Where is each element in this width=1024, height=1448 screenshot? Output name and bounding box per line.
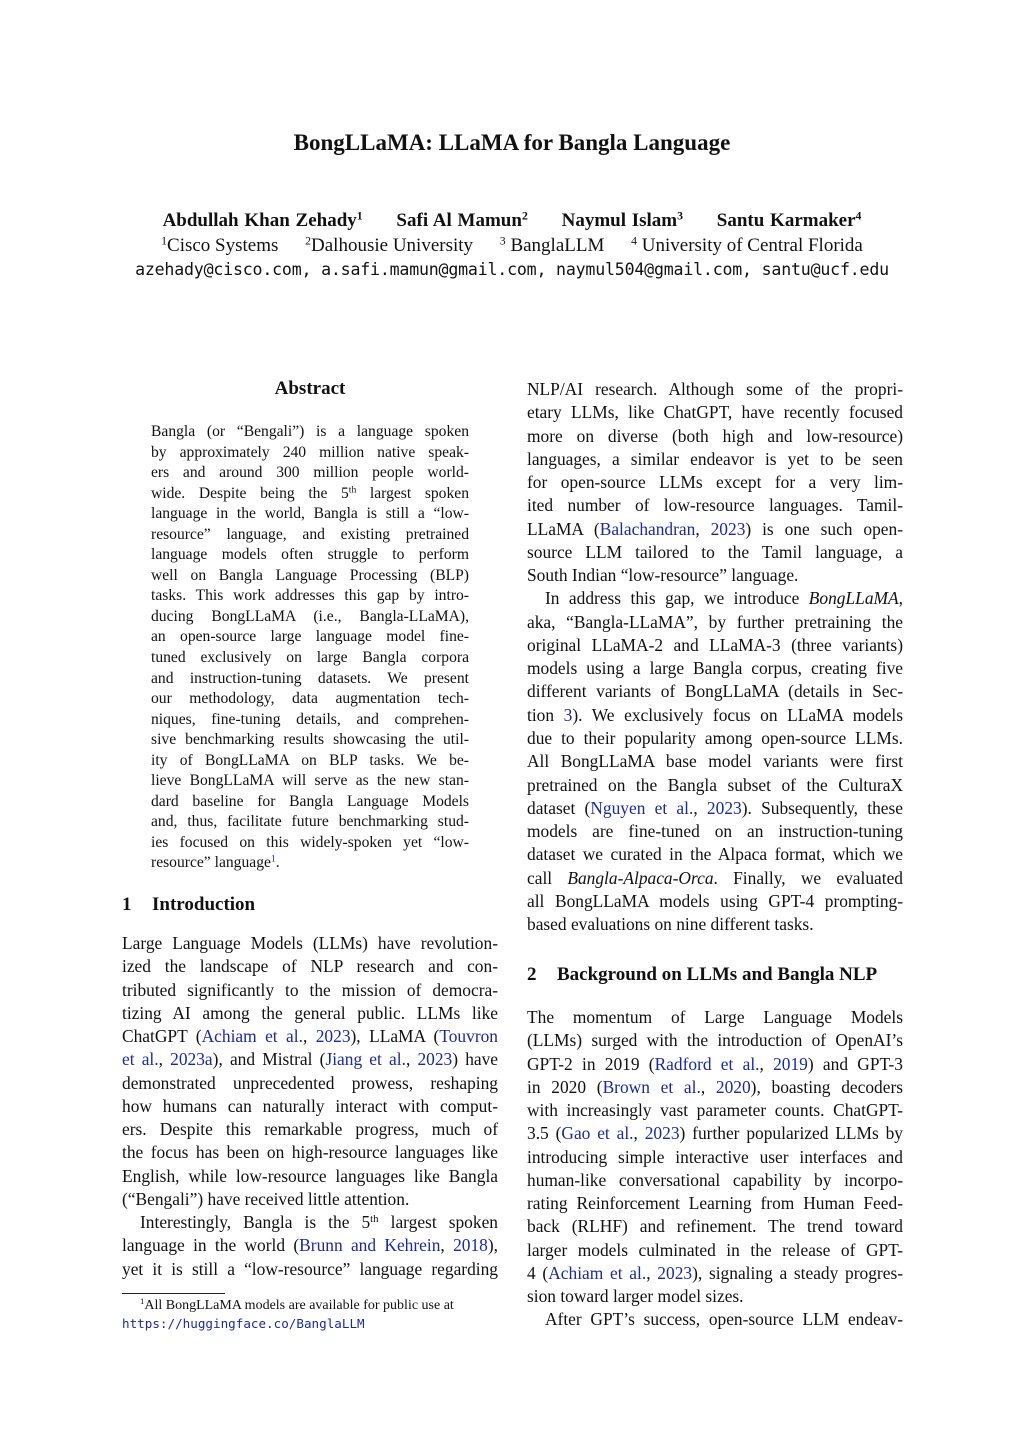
citation-link[interactable]: 3 xyxy=(563,704,573,725)
text-line: with increasingly vast parameter counts. ChatGPT- xyxy=(527,1100,903,1121)
citation-link[interactable]: Brown et al. xyxy=(602,1076,701,1097)
text-line: original LLaMA-2 and LLaMA-3 (three variants) xyxy=(527,634,903,655)
author-name: Safi Al Mamun xyxy=(396,210,522,231)
text-line: ducing BongLLaMA (i.e., Bangla-LLaMA), xyxy=(151,607,469,625)
affiliation-list xyxy=(0,235,1024,257)
text-line: Large Language Models (LLMs) have revolution- xyxy=(122,933,498,953)
affil-name: Dalhousie University xyxy=(311,235,474,256)
author-name: Naymul Islam xyxy=(561,210,678,231)
text-line: rating Reinforcement Learning from Human Feed- xyxy=(527,1193,903,1214)
section-number: 2 xyxy=(527,964,537,985)
text-line: ChatGPT (Achiam et al., 2023), LLaMA (Touvron xyxy=(122,1026,499,1047)
text-line: ized the landscape of NLP research and con- xyxy=(122,956,498,977)
text-line: pretrained on the Bangla subset of the CulturaX xyxy=(527,774,903,795)
superscript: th xyxy=(348,484,357,496)
citation-link[interactable]: Nguyen et al. xyxy=(590,797,694,818)
right-column-text xyxy=(527,378,903,936)
text-line: aka, “Bangla-LLaMA”, by further pretraining the xyxy=(527,611,903,632)
text-line: LLaMA (Balachandran, 2023) is one such open- xyxy=(527,518,903,539)
affil-mark: 3 xyxy=(677,209,684,223)
text-line: After GPT’s success, open-source LLM endeav- xyxy=(545,1309,903,1330)
paper-title: BongLLaMA: LLaMA for Bangla Language xyxy=(293,130,731,155)
text-line: GPT-2 in 2019 (Radford et al., 2019) and GPT-3 xyxy=(527,1053,903,1074)
section-heading-introduction xyxy=(122,894,255,916)
text-line: (LLMs) surged with the introduction of OpenAI’s xyxy=(527,1030,903,1051)
citation-link[interactable]: 2019 xyxy=(773,1053,808,1074)
affil-mark: 1 xyxy=(161,234,168,248)
text-line: ies focused on this widely-spoken yet “low- xyxy=(151,833,469,851)
citation-link[interactable]: Gao et al. xyxy=(561,1123,634,1144)
text-line: ers. Despite this remarkable progress, much of xyxy=(122,1119,498,1140)
affiliation xyxy=(161,235,278,256)
text-line: sive benchmarking results showcasing the util- xyxy=(151,731,469,749)
text-line: dataset (Nguyen et al., 2023). Subsequently, these xyxy=(527,797,903,818)
text-line: The momentum of Large Language Models xyxy=(527,1007,903,1027)
paragraph xyxy=(122,1211,498,1281)
affil-name: BanglaLLM xyxy=(505,235,605,256)
abstract-heading: Abstract xyxy=(274,378,346,399)
text-line: an open-source large language model fine- xyxy=(151,628,469,646)
emphasis: BongLLaMA xyxy=(808,588,899,609)
citation-link[interactable]: 2023 xyxy=(644,1123,680,1144)
text-line: due to their popularity among open-source LLMs. xyxy=(527,727,903,748)
footnote-mark: 1 xyxy=(140,1296,145,1307)
paragraph xyxy=(122,932,498,1211)
text-line: yet it is still a “low-resource” language regarding xyxy=(122,1258,498,1279)
text-line: languages, a similar endeavor is yet to be seen xyxy=(527,448,903,469)
affil-mark: 2 xyxy=(305,234,312,248)
text-line: human-like conversational capability by incorpo- xyxy=(527,1169,903,1190)
author xyxy=(562,210,683,231)
text-line: more on diverse (both high and low-resource) xyxy=(527,425,903,446)
text-line: niques, fine-tuning details, and comprehen- xyxy=(151,710,469,728)
citation-link[interactable]: 2023a xyxy=(170,1049,213,1070)
text-line: lieve BongLLaMA will serve as the new stan- xyxy=(151,772,469,790)
text-line: tributed significantly to the mission of democra- xyxy=(122,979,498,1000)
footnote-url-link[interactable]: https://huggingface.co/BanglaLLM xyxy=(122,1316,365,1331)
citation-link[interactable]: 2023 xyxy=(657,1262,693,1283)
abstract-body xyxy=(151,422,469,874)
author xyxy=(717,210,862,231)
right-column-text-2 xyxy=(527,1006,903,1332)
citation-link[interactable]: 2023 xyxy=(710,518,746,539)
affil-mark: 3 xyxy=(499,234,506,248)
text-line: by approximately 240 million native speak- xyxy=(151,443,469,461)
text-line: resource” language, and existing pretrained xyxy=(151,525,469,543)
text-line: (“Bengali”) have received little attention. xyxy=(122,1188,410,1209)
text-line: 3.5 (Gao et al., 2023) further popularized LLMs by xyxy=(527,1123,903,1144)
paragraph xyxy=(527,1308,903,1331)
text-line: language in the world, Bangla is still a “low- xyxy=(151,505,469,523)
affil-mark: 2 xyxy=(521,209,528,223)
text-line: dataset we curated in the Alpaca format, which we xyxy=(527,844,903,865)
text-line: tion 3). We exclusively focus on LLaMA models xyxy=(527,704,904,725)
citation-link[interactable]: Balachandran xyxy=(599,518,696,539)
author xyxy=(163,210,363,231)
section-number: 1 xyxy=(122,894,132,915)
affiliation xyxy=(631,235,863,256)
affil-mark: 1 xyxy=(356,209,363,223)
author-name: Santu Karmaker xyxy=(716,210,856,231)
text-line: tuned exclusively on large Bangla corpora xyxy=(151,649,469,667)
citation-link[interactable]: 2023 xyxy=(417,1049,453,1070)
left-column-text xyxy=(122,932,498,1281)
citation-link[interactable]: et al. xyxy=(122,1049,159,1070)
citation-link[interactable]: 2020 xyxy=(715,1076,751,1097)
citation-link[interactable]: Brunn and Kehrein xyxy=(299,1235,441,1256)
section-heading-background xyxy=(527,964,877,986)
superscript: th xyxy=(370,1213,379,1226)
text-line: etary LLMs, like ChatGPT, have recently focused xyxy=(527,402,903,423)
text-line: well on Bangla Language Processing (BLP) xyxy=(151,566,469,584)
text-line: 4 (Achiam et al., 2023), signaling a steady progres- xyxy=(527,1262,904,1283)
text-line: demonstrated unprecedented prowess, reshaping xyxy=(122,1072,498,1093)
text-line: dard baseline for Bangla Language Models xyxy=(151,792,469,810)
affiliation xyxy=(305,235,473,256)
text-line: ity of BongLLaMA on BLP tasks. We be- xyxy=(151,751,469,769)
citation-link[interactable]: Achiam et al. xyxy=(201,1026,303,1047)
text-line: for open-source LLMs except for a very lim- xyxy=(527,472,903,493)
citation-link[interactable]: Radford et al. xyxy=(654,1053,760,1074)
text-line: language models often struggle to perform xyxy=(151,546,469,564)
footnote-rule xyxy=(122,1293,225,1294)
text-line: the focus has been on high-resource languages like xyxy=(122,1142,498,1163)
text-line: models are fine-tuned on an instruction-tuning xyxy=(527,821,903,842)
text-line: tasks. This work addresses this gap by intro- xyxy=(151,587,469,605)
section-title: Background on LLMs and Bangla NLP xyxy=(557,964,878,985)
author-emails: azehady@cisco.com, a.safi.mamun@gmail.com, naymul504@gmail.com, santu@ucf.edu xyxy=(135,260,889,279)
text-line: models using a large Bangla corpus, creating five xyxy=(527,658,903,679)
author xyxy=(396,210,527,231)
text-line: NLP/AI research. Although some of the propri- xyxy=(527,379,903,399)
text-line: In address this gap, we introduce BongLLaMA, xyxy=(545,588,903,609)
text-line: in 2020 (Brown et al., 2020), boasting decoders xyxy=(527,1076,903,1097)
text-line: back (RLHF) and refinement. The trend toward xyxy=(527,1216,903,1237)
text-line: sion toward larger model sizes. xyxy=(527,1286,744,1307)
citation-link[interactable]: Touvron xyxy=(439,1026,499,1047)
affil-mark: 4 xyxy=(855,209,862,223)
text-line: ers and around 300 million people world- xyxy=(151,464,469,482)
text-line: and, thus, facilitate future benchmarking stud- xyxy=(151,813,469,831)
text-line: et al., 2023a), and Mistral (Jiang et al., 2023) have xyxy=(122,1049,499,1070)
text-line: resource” language$^1$. xyxy=(151,854,280,872)
citation-link[interactable]: 1 xyxy=(270,854,276,866)
text-line: all BongLLaMA models using GPT-4 prompting- xyxy=(527,890,903,911)
citation-link[interactable]: 2018 xyxy=(453,1235,488,1256)
affil-name: University of Central Florida xyxy=(637,235,863,256)
text-line: ited number of low-resource languages. Tamil- xyxy=(527,495,903,516)
section-title: Introduction xyxy=(152,894,256,915)
text-line: wide. Despite being the 5th largest spoken xyxy=(151,484,469,502)
affiliation xyxy=(500,235,605,256)
text-line: our methodology, data augmentation tech- xyxy=(151,690,469,708)
text-line: and instruction-tuning datasets. We present xyxy=(151,669,469,687)
affil-mark: 4 xyxy=(631,234,638,248)
text-line: based evaluations on nine different tasks. xyxy=(527,914,814,935)
affil-name: Cisco Systems xyxy=(167,235,279,256)
superscript xyxy=(271,854,276,865)
emphasis: Bangla-Alpaca-Orca xyxy=(567,867,714,888)
text-line: South Indian “low-resource” language. xyxy=(527,565,799,586)
citation-link[interactable]: Jiang et al. xyxy=(325,1049,406,1070)
text-line: English, while low-resource languages like Bangla xyxy=(122,1165,498,1186)
citation-link[interactable]: 2023 xyxy=(315,1026,351,1047)
text-line: how humans can naturally interact with comput- xyxy=(122,1095,498,1116)
text-line: tizing AI among the general public. LLMs like xyxy=(122,1002,498,1023)
paragraph xyxy=(527,378,903,587)
text-line: Interestingly, Bangla is the 5th largest spoken xyxy=(140,1212,498,1233)
text-line: different variants of BongLLaMA (details in Sec- xyxy=(527,681,903,702)
author-list xyxy=(0,210,1024,232)
paragraph xyxy=(527,587,903,936)
footnote xyxy=(122,1297,498,1333)
text-line: larger models culminated in the release of GPT- xyxy=(527,1239,903,1260)
citation-link[interactable]: 2023 xyxy=(706,797,742,818)
footnote-text: All BongLLaMA models are available for public use at xyxy=(144,1298,454,1313)
text-line: All BongLLaMA base model variants were first xyxy=(527,751,903,772)
text-line: Bangla (or “Bengali”) is a language spoken xyxy=(151,423,469,440)
text-line: introducing simple interactive user interfaces and xyxy=(527,1146,903,1167)
paragraph xyxy=(527,1006,903,1308)
text-line: language in the world (Brunn and Kehrein, 2018), xyxy=(122,1235,498,1256)
author-name: Abdullah Khan Zehady xyxy=(162,210,357,231)
text-line: source LLM tailored to the Tamil language, a xyxy=(527,541,903,562)
footnote-text-line xyxy=(122,1297,498,1315)
citation-link[interactable]: Achiam et al. xyxy=(548,1262,647,1283)
text-line: call Bangla-Alpaca-Orca. Finally, we evaluated xyxy=(527,867,903,888)
